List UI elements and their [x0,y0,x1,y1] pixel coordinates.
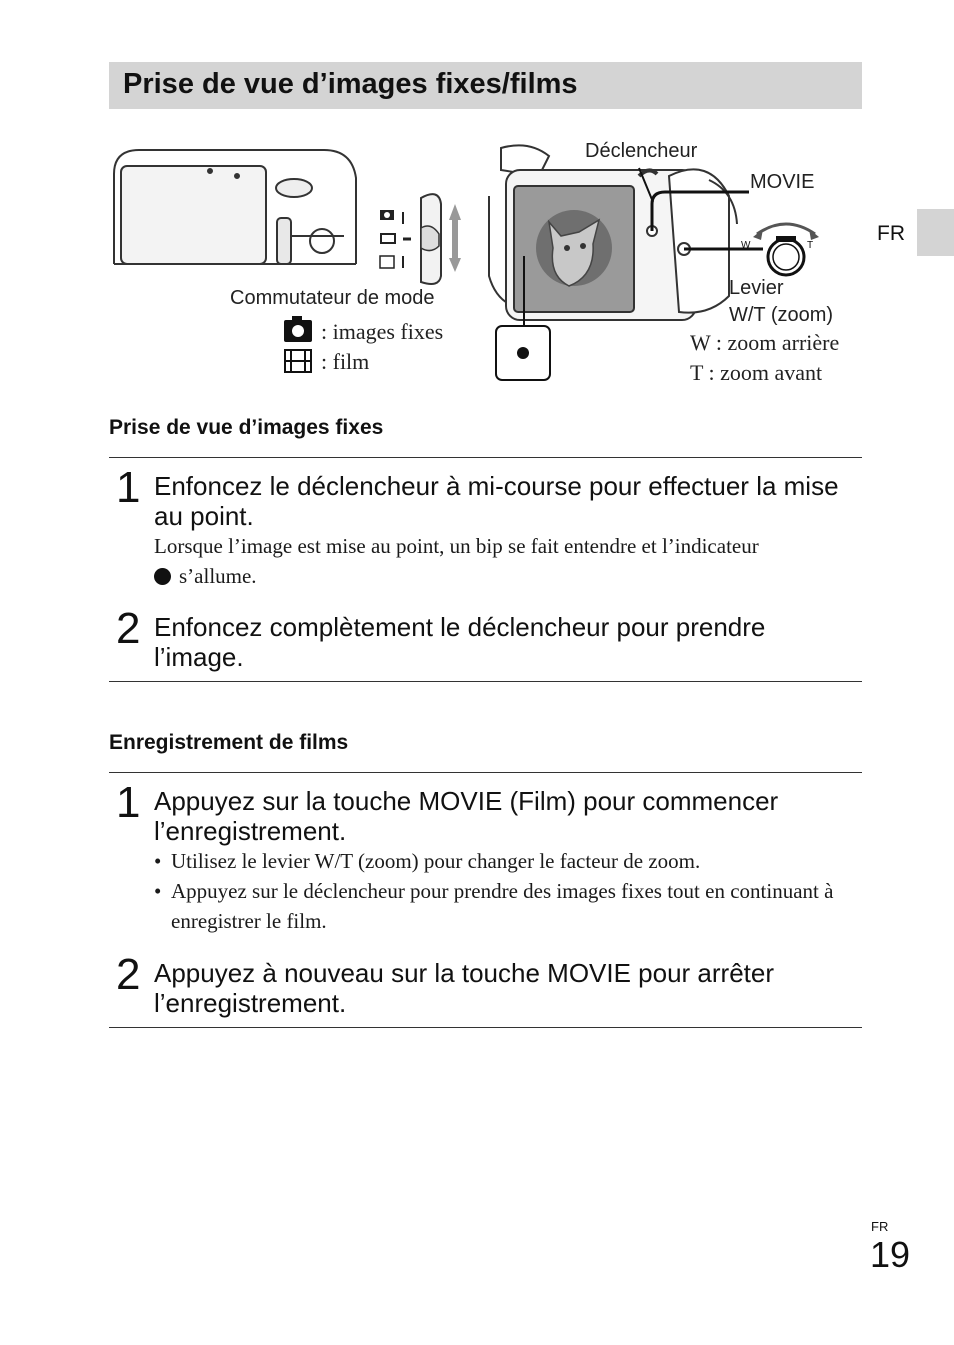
footer-language: FR [871,1219,889,1234]
step-note [154,531,859,591]
page-title: Prise de vue d’images fixes/films [123,68,578,100]
lever-label-line2: W/T (zoom) [729,304,834,326]
step-bullets [154,846,859,936]
step-note-line [154,561,859,591]
dial-t-label: T [807,240,814,251]
film-icon [285,350,311,372]
step-number: 1 [116,463,141,512]
divider [109,772,862,773]
camera-top-view [114,150,356,264]
step-instruction: Enfoncez complètement le déclencheur pour prendre l’image. [154,612,766,672]
mode-switch-detail [291,194,461,284]
divider [109,457,862,458]
step-instruction: Appuyez sur la touche MOVIE (Film) pour commencer l’enregistrement. [154,786,779,846]
dial-w-label: W [741,240,751,251]
section-heading-still: Prise de vue d’images fixes [109,416,384,439]
step-number: 2 [116,950,141,999]
step-number: 1 [116,778,141,827]
bullet-dot: • [154,849,162,873]
zoom-t-text: T : zoom avant [690,360,823,385]
bullet-item [154,876,859,936]
step-note-text: s’allume. [179,564,257,588]
legend-still-text: : images fixes [321,319,444,344]
camera-diagram [109,136,869,396]
divider [109,681,862,682]
page-number: 19 [870,1234,911,1275]
language-side-tab [917,209,954,256]
step-instruction: Appuyez à nouveau sur la touche MOVIE pour arrêter l’enregistrement. [154,958,775,1018]
section-heading-movie: Enregistrement de films [109,731,349,754]
shutter-label: Déclencheur [585,140,698,162]
step-number: 2 [116,604,141,653]
movie-label: MOVIE [750,171,815,193]
focus-indicator-icon [154,568,171,585]
divider [109,1027,862,1028]
lever-label-line1: Levier [729,277,784,299]
bullet-text: Utilisez le levier W/T (zoom) pour changer le facteur de zoom. [171,849,701,873]
step-instruction: Enfoncez le déclencheur à mi-course pour effectuer la mise au point. [154,471,839,531]
step-note-line: Lorsque l’image est mise au point, un bip se fait entendre et l’indicateur [154,534,759,558]
bullet-text: Appuyez sur le déclencheur pour prendre des images fixes tout en continuant à enregistrer le film. [171,879,834,933]
language-tab-label: FR [877,222,905,245]
bullet-item [154,846,859,876]
zoom-w-text: W : zoom arrière [690,330,840,355]
mode-switch-label: Commutateur de mode [230,287,435,309]
camera-back-view [489,145,737,320]
legend-film-text: : film [321,349,370,374]
bullet-dot: • [154,879,162,903]
section-title-bar [109,62,862,109]
still-image-icon [284,316,312,342]
